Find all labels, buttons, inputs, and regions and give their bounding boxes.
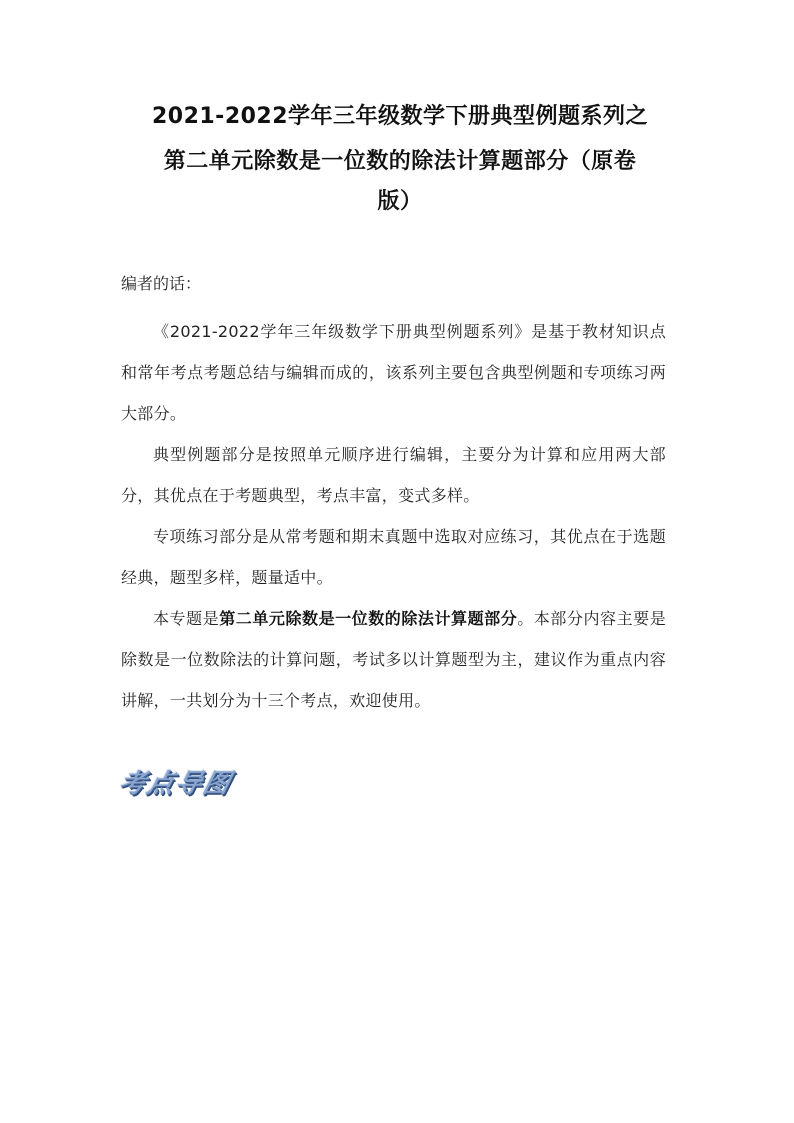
title-line-1: 2021-2022学年三年级数学下册典型例题系列之 [151, 104, 649, 129]
editor-paragraph-2: 典型例题部分是按照单元顺序进行编辑，主要分为计算和应用两大部分，其优点在于考题典型，考点丰富，变式多样。 [121, 445, 666, 505]
paragraph-4-prefix: 本专题是 [153, 609, 220, 628]
title-line-2: 第二单元除数是一位数的除法计算题部分（原卷 [163, 149, 637, 174]
editor-paragraph-3: 专项练习部分是从常考题和期末真题中选取对应练习，其优点在于选题经典，题型多样，题量适中。 [121, 527, 666, 587]
section-heading-mindmap: 考点导图 [115, 769, 236, 799]
editor-paragraph-1: 《2021-2022学年三年级数学下册典型例题系列》是基于教材知识点和常年考点考题总结与编辑而成的，该系列主要包含典型例题和专项练习两大部分。 [121, 322, 666, 423]
editor-paragraph-4 [121, 598, 666, 721]
title-line-3: 版） [377, 189, 423, 214]
paragraph-4-suffix: 。本部分内容主要是除数是一位数除法的计算问题，考试多以计算题型为主，建议作为重点内容讲解，一共划分为十三个考点，欢迎使用。 [121, 609, 667, 710]
editor-note-label: 编者的话： [121, 274, 202, 293]
paragraph-4-topic: 第二单元除数是一位数的除法计算题部分 [219, 609, 518, 628]
